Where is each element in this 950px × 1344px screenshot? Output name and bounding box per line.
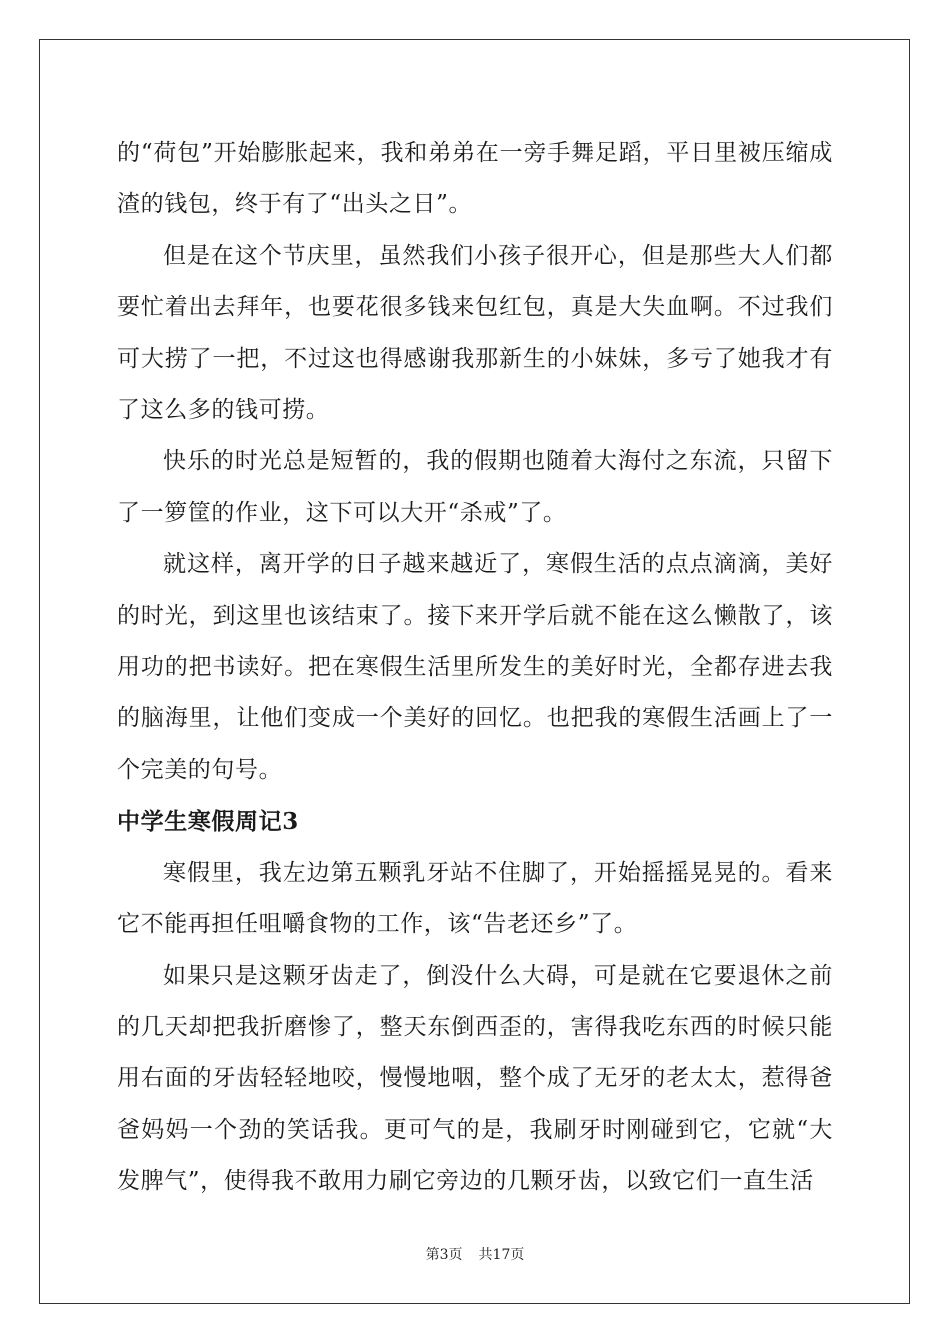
section-heading: 中学生寒假周记3 <box>117 808 299 836</box>
section-paragraph-1: 寒假里，我左边第五颗乳牙站不住脚了，开始摇摇晃晃的。看来它不能再担任咀嚼食物的工作，该“告老还乡”了。 <box>117 859 833 938</box>
section-paragraph-2: 如果只是这颗牙齿走了，倒没什么大碍，可是就在它要退休之前的几天却把我折磨惨了，整天东倒西歪的，害得我吃东西的时候只能用右面的牙齿轻轻地咬，慢慢地咽，整个成了无牙的老太太，惹得爸爸妈妈一个劲的笑话我。更可气的是，我刷牙时刚碰到它，它就“大发脾气”，使得我不敢用力刷它旁边的几颗牙齿，以致它们一直生活 <box>117 962 833 1195</box>
page-footer <box>0 1244 950 1264</box>
paragraph-3: 快乐的时光总是短暂的，我的假期也随着大海付之东流，只留下了一箩筐的作业，这下可以大开“杀戒”了。 <box>117 448 833 526</box>
paragraph-1: 的“荷包”开始膨胀起来，我和弟弟在一旁手舞足蹈，平日里被压缩成渣的钱包，终于有了“出头之日”。 <box>117 140 833 218</box>
page-number: 第3页 <box>425 1247 463 1263</box>
paragraph-2: 但是在这个节庆里，虽然我们小孩子很开心，但是那些大人们都要忙着出去拜年，也要花很多钱来包红包，真是大失血啊。不过我们可大捞了一把，不过这也得感谢我那新生的小妹妹，多亏了她我才有了这么多的钱可捞。 <box>117 242 833 424</box>
paragraph-4: 就这样，离开学的日子越来越近了，寒假生活的点点滴滴，美好的时光，到这里也该结束了。接下来开学后就不能在这么懒散了，该用功的把书读好。把在寒假生活里所发生的美好时光，全都存进去我的脑海里，让他们变成一个美好的回忆。也把我的寒假生活画上了一个完美的句号。 <box>117 551 833 783</box>
document-body <box>117 128 833 1208</box>
page-total: 共17页 <box>478 1247 525 1263</box>
